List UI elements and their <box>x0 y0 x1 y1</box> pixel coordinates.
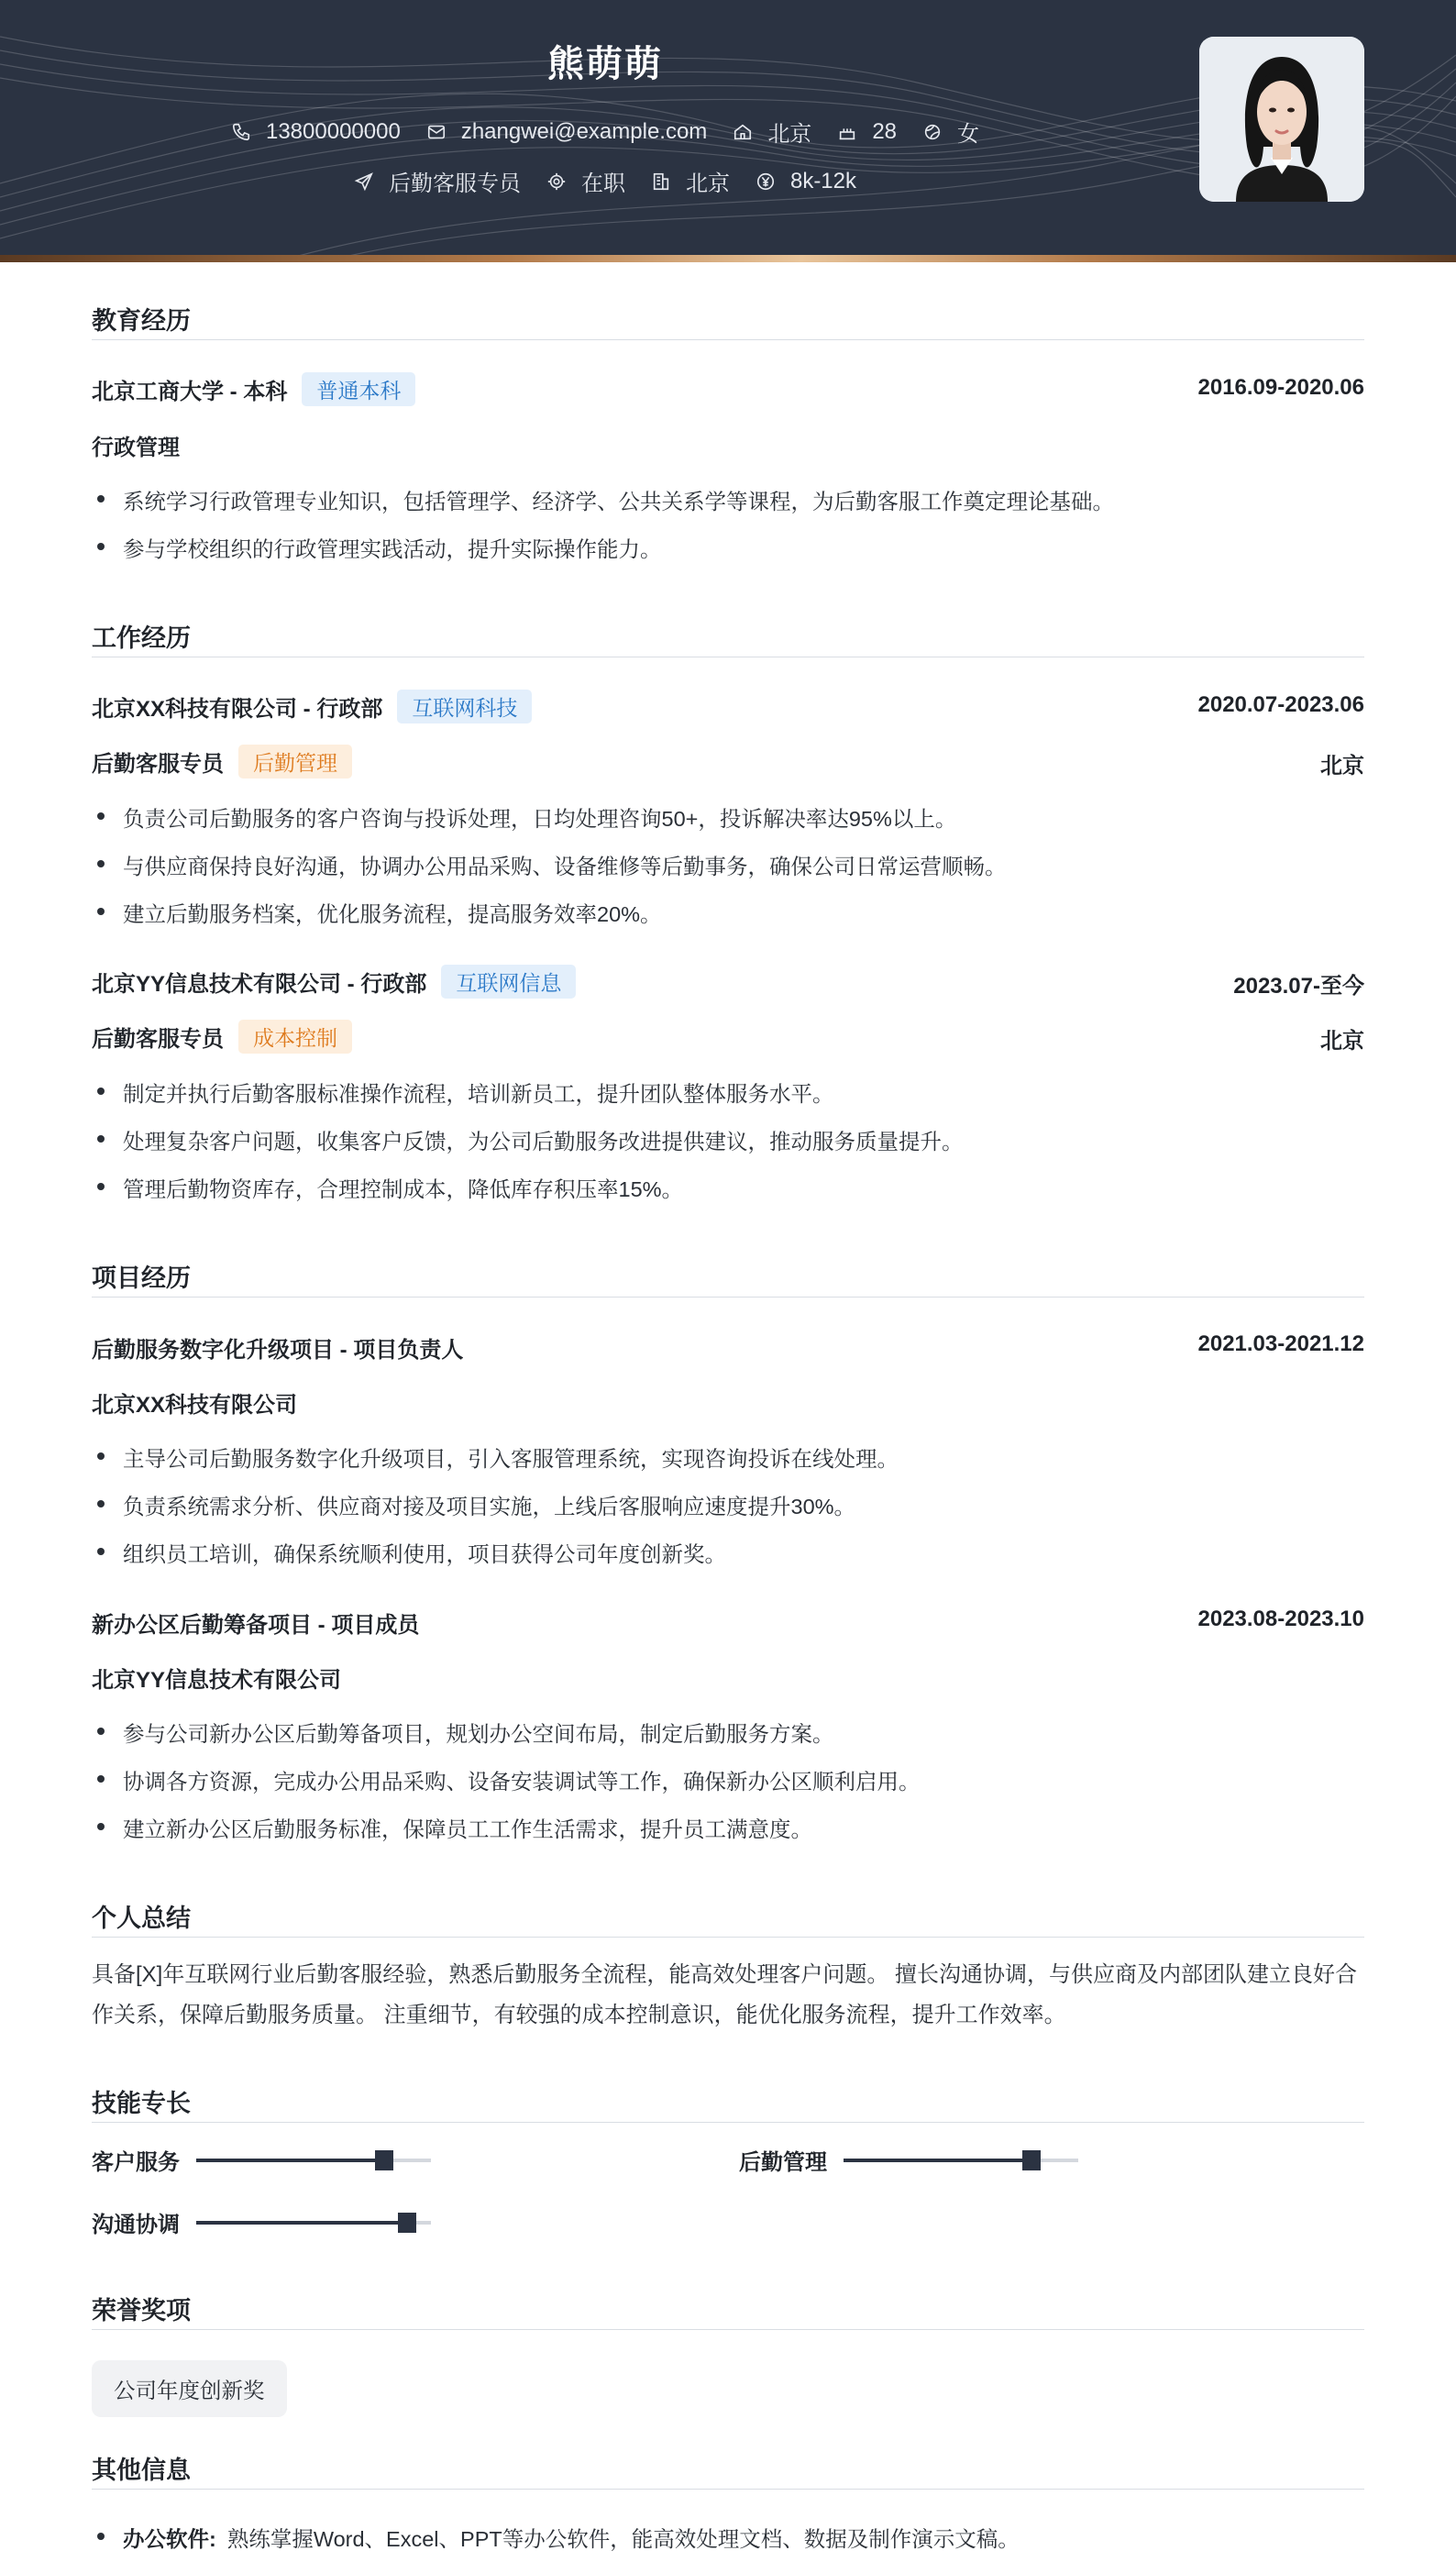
work-title: 工作经历 <box>92 624 191 652</box>
summary-divider <box>92 1937 1364 1938</box>
gender-text: 女 <box>957 122 980 147</box>
list-item: 负责系统需求分析、供应商对接及项目实施，上线后客服响应速度提升30%。 <box>92 1489 855 1520</box>
contact-row <box>0 116 1210 148</box>
skill-label: 沟通协调 <box>92 2213 180 2237</box>
skills-divider <box>92 2122 1364 2123</box>
skill-label: 后勤管理 <box>739 2150 827 2175</box>
home-icon <box>733 122 753 142</box>
project-org <box>92 1386 297 1419</box>
status-text: 在职 <box>580 171 625 196</box>
job-date: 2020.07-2023.06 <box>1197 692 1364 717</box>
list-item: 制定并执行后勤客服标准操作流程，培训新员工，提升团队整体服务水平。 <box>92 1077 834 1108</box>
skill-bar <box>196 2221 431 2225</box>
major-text: 行政管理 <box>92 436 180 460</box>
education-major <box>92 429 180 461</box>
skill-item <box>92 2206 431 2238</box>
project-name <box>92 1607 419 1639</box>
email-info <box>426 119 708 145</box>
role-tag: 成本控制 <box>238 1020 352 1054</box>
project-name <box>92 1331 463 1364</box>
school-name: 北京工商大学 - 本科 <box>92 380 288 404</box>
list-item: 组织员工培训，确保系统顺利使用，项目获得公司年度创新奖。 <box>92 1537 726 1568</box>
position-text: 后勤客服专员 <box>388 171 521 196</box>
awards-title: 荣誉奖项 <box>92 2297 191 2325</box>
list-item: 建立后勤服务档案，优化服务流程，提高服务效率20%。 <box>92 897 662 928</box>
email-text: zhangwei@example.com <box>460 118 708 144</box>
list-item: 系统学习行政管理专业知识，包括管理学、经济学、公共关系学等课程，为后勤客服工作奠定理论基础。 <box>92 484 1114 515</box>
send-icon <box>354 171 374 192</box>
skill-knob <box>398 2213 416 2233</box>
skill-bar <box>196 2159 431 2162</box>
target-city-text: 北京 <box>685 171 730 196</box>
job-company-row <box>92 690 532 723</box>
skill-label: 客户服务 <box>92 2150 180 2175</box>
cake-icon <box>837 122 857 142</box>
other-divider <box>92 2489 1364 2490</box>
project-date: 2021.03-2021.12 <box>1197 1331 1364 1356</box>
job-company-row <box>92 965 576 999</box>
phone-text: 13800000000 <box>265 118 401 144</box>
status-info <box>546 165 625 197</box>
age-info <box>837 119 897 145</box>
avatar <box>1199 37 1364 202</box>
list-item: 协调各方资源，完成办公用品采购、设备安装调试等工作，确保新办公区顺利启用。 <box>92 1764 921 1795</box>
resume-header <box>0 0 1456 262</box>
summary-text: 具备[X]年互联网行业后勤客服经验，熟悉后勤服务全流程，能高效处理客户问题。 擅长沟通协调，与供应商及内部团队建立良好合作关系，保障后勤服务质量。 注重细节，有较强的成本控制意识，能优化服务流程，提升工作效率。 <box>92 1962 1358 2027</box>
age-text: 28 <box>872 118 898 144</box>
salary-text: 8k-12k <box>789 168 857 193</box>
list-item: 管理后勤物资库存，合理控制成本，降低库存积压率15%。 <box>92 1172 683 1203</box>
award-chip: 公司年度创新奖 <box>92 2360 287 2417</box>
gender-info <box>922 116 979 148</box>
job-intent-row <box>0 165 1210 197</box>
skill-fill <box>844 2159 1031 2162</box>
project-name-text: 后勤服务数字化升级项目 - 项目负责人 <box>92 1338 464 1363</box>
role-name: 后勤客服专员 <box>92 752 224 777</box>
list-item: 处理复杂客户问题，收集客户反馈，为公司后勤服务改进提供建议，推动服务质量提升。 <box>92 1124 964 1155</box>
status-icon <box>546 171 567 192</box>
skill-bar <box>844 2159 1078 2162</box>
education-title: 教育经历 <box>92 307 191 335</box>
skill-knob <box>375 2150 393 2170</box>
other-label: 办公软件: <box>123 2527 216 2551</box>
profile-photo <box>1199 37 1364 202</box>
job-date: 2023.07-至今 <box>1233 974 1364 999</box>
role-name: 后勤客服专员 <box>92 1027 224 1052</box>
position-info <box>354 165 521 197</box>
skill-item <box>92 2144 431 2176</box>
projects-divider <box>92 1297 1364 1298</box>
phone-info <box>231 119 401 145</box>
skills-title: 技能专长 <box>92 2090 191 2117</box>
gender-icon <box>922 122 943 142</box>
phone-icon <box>231 122 251 142</box>
job-location: 北京 <box>1320 1029 1364 1054</box>
building-icon <box>651 171 671 192</box>
project-org-text: 北京XX科技有限公司 <box>92 1393 298 1418</box>
skill-fill <box>196 2221 407 2225</box>
list-item <box>92 2522 1020 2553</box>
education-school-row <box>92 372 415 406</box>
company-name: 北京XX科技有限公司 - 行政部 <box>92 697 383 722</box>
job-role-row <box>92 745 352 779</box>
job-role-row <box>92 1020 352 1054</box>
education-divider <box>92 339 1364 340</box>
summary-title: 个人总结 <box>92 1905 191 1932</box>
header-accent-bar <box>0 255 1456 262</box>
other-title: 其他信息 <box>92 2457 191 2484</box>
skill-fill <box>196 2159 384 2162</box>
salary-info <box>756 169 856 194</box>
industry-tag: 互联网信息 <box>441 965 576 999</box>
city-text: 北京 <box>767 122 812 147</box>
projects-title: 项目经历 <box>92 1264 191 1292</box>
job-location: 北京 <box>1320 754 1364 779</box>
list-item: 参与学校组织的行政管理实践活动，提升实际操作能力。 <box>92 532 662 563</box>
other-text: 熟练掌握Word、Excel、PPT等办公软件，能高效处理文档、数据及制作演示文稿。 <box>226 2527 1020 2551</box>
target-city-info <box>651 165 730 197</box>
list-item: 建立新办公区后勤服务标准，保障员工工作生活需求，提升员工满意度。 <box>92 1812 812 1843</box>
skill-item <box>739 2144 1078 2176</box>
awards-divider <box>92 2329 1364 2330</box>
candidate-name: 熊萌萌 <box>547 44 663 84</box>
mail-icon <box>426 122 447 142</box>
list-item: 负责公司后勤服务的客户咨询与投诉处理，日均处理咨询50+，投诉解决率达95%以上。 <box>92 801 956 833</box>
list-item: 主导公司后勤服务数字化升级项目，引入客服管理系统，实现咨询投诉在线处理。 <box>92 1441 899 1473</box>
project-date: 2023.08-2023.10 <box>1197 1607 1364 1631</box>
education-date: 2016.09-2020.06 <box>1197 375 1364 400</box>
role-tag: 后勤管理 <box>238 745 352 779</box>
city-info <box>733 116 811 148</box>
industry-tag: 互联网科技 <box>397 690 532 723</box>
project-org-text: 北京YY信息技术有限公司 <box>92 1668 342 1693</box>
skill-knob <box>1022 2150 1041 2170</box>
project-name-text: 新办公区后勤筹备项目 - 项目成员 <box>92 1613 420 1638</box>
company-name: 北京YY信息技术有限公司 - 行政部 <box>92 972 427 997</box>
list-item: 与供应商保持良好沟通，协调办公用品采购、设备维修等后勤事务，确保公司日常运营顺畅。 <box>92 849 1007 880</box>
list-item: 参与公司新办公区后勤筹备项目，规划办公空间布局，制定后勤服务方案。 <box>92 1717 834 1748</box>
project-org <box>92 1662 341 1694</box>
yen-icon <box>756 171 776 192</box>
degree-tag: 普通本科 <box>302 372 415 406</box>
